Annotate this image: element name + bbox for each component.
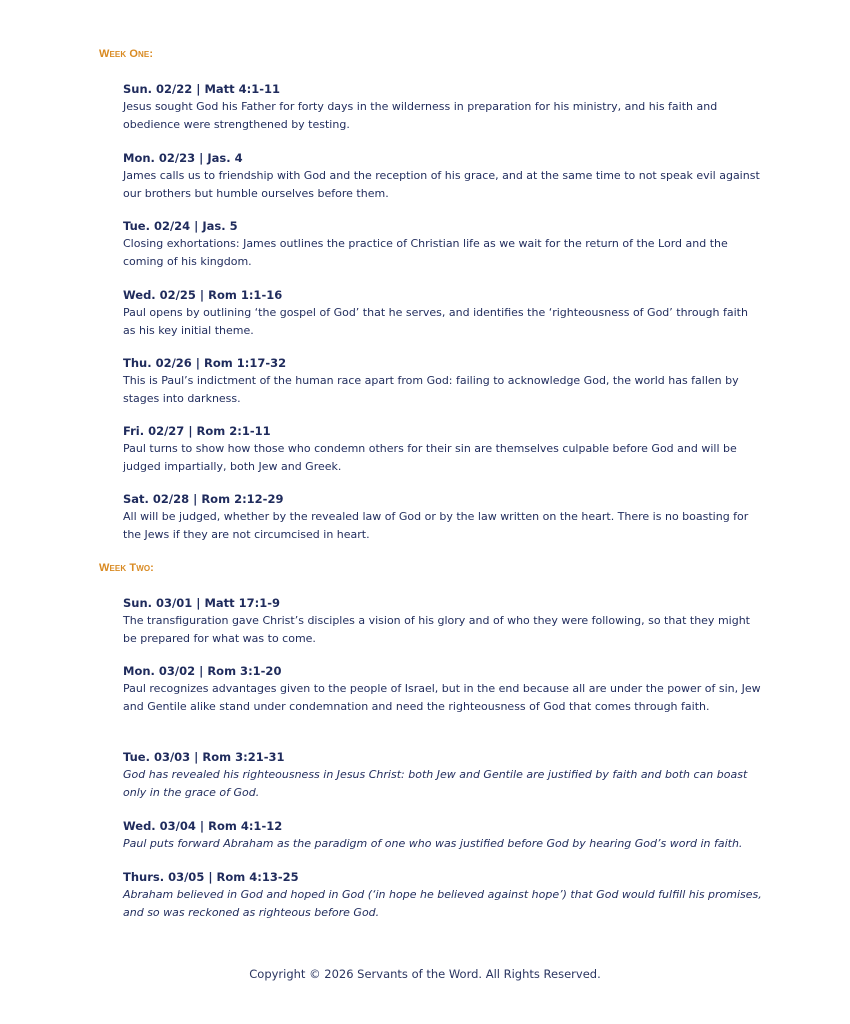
entry-description: The transfiguration gave Christ’s disciples a vision of his glory and of who they were following, so that they might be prepared for what was to come. bbox=[123, 614, 750, 645]
copyright-footer: Copyright © 2026 Servants of the Word. All Rights Reserved. bbox=[249, 967, 601, 981]
entry-title: Wed. 02/25 | Rom 1:1-16 bbox=[123, 288, 283, 302]
reading-entry bbox=[123, 869, 763, 921]
entry-title: Mon. 02/23 | Jas. 4 bbox=[123, 151, 243, 165]
week-one-heading: Week One: bbox=[99, 48, 154, 60]
entry-description: This is Paul’s indictment of the human race apart from God: failing to acknowledge God, the world has fallen by stages into darkness. bbox=[123, 374, 739, 405]
entry-description: Paul turns to show how those who condemn others for their sin are themselves culpable before God and will be judged impartially, both Jew and Greek. bbox=[123, 442, 737, 473]
reading-entry bbox=[123, 150, 763, 202]
entry-description: All will be judged, whether by the revealed law of God or by the law written on the heart. There is no boasting for the Jews if they are not circumcised in heart. bbox=[123, 510, 749, 541]
entry-title: Thu. 02/26 | Rom 1:17-32 bbox=[123, 356, 287, 370]
entry-description: God has revealed his righteousness in Jesus Christ: both Jew and Gentile are justified by faith and both can boast only in the grace of God. bbox=[123, 768, 748, 799]
reading-entry bbox=[123, 595, 763, 647]
entry-title: Tue. 02/24 | Jas. 5 bbox=[123, 219, 238, 233]
reading-entry bbox=[123, 81, 763, 133]
entry-description: Paul recognizes advantages given to the people of Israel, but in the end because all are under the power of sin, Jew and Gentile alike stand under condemnation and need the righteousness of God that comes through faith. bbox=[123, 682, 761, 713]
entry-title: Mon. 03/02 | Rom 3:1-20 bbox=[123, 664, 282, 678]
entry-title: Wed. 03/04 | Rom 4:1-12 bbox=[123, 819, 283, 833]
entry-description: Paul opens by outlining ‘the gospel of God’ that he serves, and identifies the ‘righteousness of God’ through faith as his key initial theme. bbox=[123, 306, 748, 337]
entry-title: Sun. 02/22 | Matt 4:1-11 bbox=[123, 82, 281, 96]
reading-entry bbox=[123, 663, 763, 715]
reading-entry bbox=[123, 491, 763, 543]
reading-entry bbox=[123, 287, 763, 339]
reading-entry bbox=[123, 423, 763, 475]
reading-entry bbox=[123, 355, 763, 407]
reading-entry bbox=[123, 749, 763, 801]
week-two-heading: Week Two: bbox=[99, 562, 154, 574]
entry-description: Closing exhortations: James outlines the practice of Christian life as we wait for the return of the Lord and the coming of his kingdom. bbox=[123, 237, 728, 268]
entry-description: Paul puts forward Abraham as the paradigm of one who was justified before God by hearing God’s word in faith. bbox=[123, 837, 743, 850]
reading-entry bbox=[123, 218, 763, 270]
entry-title: Fri. 02/27 | Rom 2:1-11 bbox=[123, 424, 271, 438]
entry-description: Jesus sought God his Father for forty days in the wilderness in preparation for his ministry, and his faith and obedience were strengthened by testing. bbox=[123, 100, 718, 131]
reading-entry bbox=[123, 818, 763, 853]
entry-title: Tue. 03/03 | Rom 3:21-31 bbox=[123, 750, 285, 764]
entry-title: Thurs. 03/05 | Rom 4:13-25 bbox=[123, 870, 299, 884]
entry-description: James calls us to friendship with God and the reception of his grace, and at the same time to not speak evil against our brothers but humble ourselves before them. bbox=[123, 169, 760, 200]
entry-title: Sun. 03/01 | Matt 17:1-9 bbox=[123, 596, 281, 610]
entry-title: Sat. 02/28 | Rom 2:12-29 bbox=[123, 492, 284, 506]
entry-description: Abraham believed in God and hoped in God (‘in hope he believed against hope’) that God would fulfill his promises, and so was reckoned as righteous before God. bbox=[123, 888, 762, 919]
